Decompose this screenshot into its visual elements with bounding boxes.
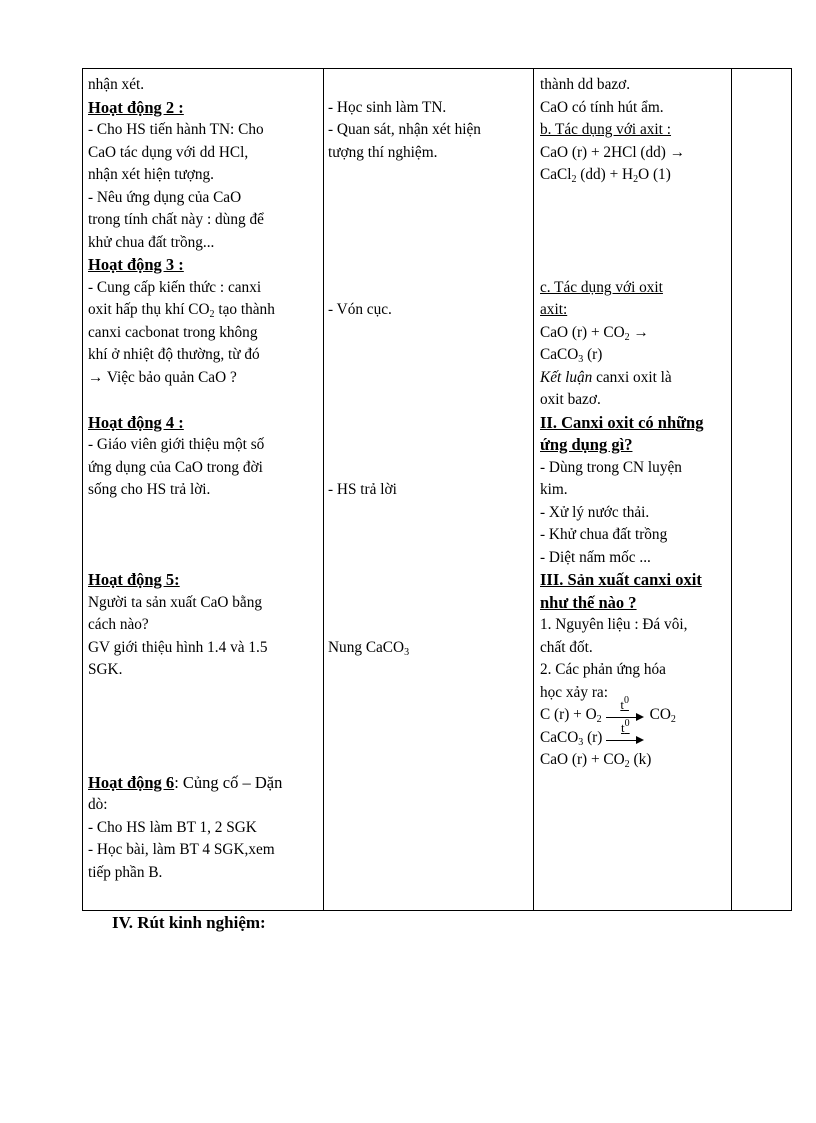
- text-fragment: CaCl: [540, 166, 572, 183]
- section-heading: c. Tác dụng với oxit: [540, 278, 663, 296]
- subscript: 2: [209, 309, 215, 320]
- text-line: tượng thí nghiệm.: [328, 143, 438, 161]
- text-line: - Diệt nấm mốc ...: [540, 548, 651, 566]
- text-line: - Học bài, làm BT 4 SGK,xem: [88, 841, 275, 858]
- activity-4-heading: Hoạt động 4 :: [88, 412, 184, 432]
- text-line: canxi cacbonat trong không: [88, 323, 258, 341]
- activity-3-heading: Hoạt động 3 :: [88, 255, 184, 274]
- text-line: - Khử chua đất trồng: [540, 526, 668, 543]
- lesson-content-column: [540, 74, 735, 772]
- subscript: 2: [624, 331, 630, 343]
- text-fragment: O (1): [638, 166, 671, 183]
- text-line: 1. Nguyên liệu : Đá vôi,: [540, 616, 688, 633]
- text-line: cách nào?: [88, 616, 149, 633]
- text-fragment: Nung CaCO: [328, 638, 405, 656]
- text-line: học xảy ra:: [540, 683, 608, 701]
- text-fragment: (dd) + H: [576, 166, 634, 183]
- text-fragment: →: [629, 323, 649, 341]
- text-line: - Nêu ứng dụng của CaO: [88, 188, 242, 206]
- arrow-label: t: [620, 697, 624, 712]
- text-line: 2. Các phản ứng hóa: [540, 661, 666, 678]
- text-fragment: (r): [583, 346, 603, 363]
- text-line: tiếp phần B.: [88, 863, 163, 881]
- text-fragment: CaO (r) + CO: [540, 323, 625, 341]
- text-fragment: CO: [649, 706, 671, 723]
- text-fragment: C (r) + O: [540, 706, 597, 723]
- text-line: GV giới thiệu hình 1.4 và 1.5: [88, 638, 268, 656]
- text-line: - Cho HS tiến hành TN: Cho: [88, 121, 264, 138]
- equation-line: [540, 164, 735, 187]
- text-line: [88, 299, 320, 322]
- activity-2-heading: Hoạt động 2 :: [88, 97, 184, 117]
- activity-5-heading: Hoạt động 5:: [88, 570, 180, 589]
- text-line: [328, 637, 528, 660]
- subscript: 3: [578, 354, 584, 365]
- subscript: 2: [624, 759, 630, 770]
- text-line: thành dd bazơ.: [540, 76, 631, 93]
- arrow-label: t: [621, 719, 625, 735]
- subscript: 3: [578, 736, 584, 748]
- text-line: - Giáo viên giới thiệu một số: [88, 436, 265, 453]
- text-line: dò:: [88, 796, 108, 813]
- subscript: 2: [596, 714, 602, 725]
- section-ii-heading: ứng dụng gì?: [540, 435, 633, 454]
- conclusion-line: [540, 367, 735, 390]
- lesson-table: [82, 68, 792, 911]
- section-heading: b. Tác dụng với axit :: [540, 121, 672, 138]
- equation-line: [540, 717, 735, 750]
- text-line: nhận xét.: [88, 76, 145, 93]
- text-line: - Dùng trong CN luyện: [540, 458, 682, 476]
- text-line: CaO tác dụng với dd HCl,: [88, 143, 249, 161]
- text-fragment: CaO (r) + CO: [540, 751, 625, 768]
- superscript: 0: [623, 695, 629, 706]
- subscript: 2: [633, 174, 639, 185]
- text-line: CaO có tính hút ẩm.: [540, 98, 664, 116]
- superscript: 0: [624, 717, 630, 729]
- subscript: 3: [404, 646, 410, 658]
- text-fragment: (k): [629, 751, 652, 768]
- text-fragment: (r): [583, 728, 603, 746]
- text-line: → Việc bảo quản CaO ?: [88, 368, 237, 386]
- text-fragment: CaCO: [540, 728, 579, 746]
- section-iii-heading: III. Sản xuất canxi oxit: [540, 570, 702, 589]
- equation-line: [540, 749, 735, 772]
- text-line: - Học sinh làm TN.: [328, 98, 447, 116]
- text-fragment: canxi oxit là: [592, 368, 672, 386]
- activity-6-heading: [88, 772, 320, 795]
- text-line: Người ta sản xuất CaO bằng: [88, 593, 262, 611]
- text-fragment: tạo thành: [214, 301, 275, 318]
- activity-6-subtitle: : Củng cố – Dặn: [174, 772, 283, 792]
- equation-line: CaO (r) + 2HCl (dd) →: [540, 143, 685, 161]
- text-line: SGK.: [88, 661, 123, 678]
- text-line: - Xử lý nước thải.: [540, 503, 650, 521]
- conclusion-label: Kết luận: [540, 368, 593, 386]
- text-line: sống cho HS trả lời.: [88, 481, 211, 498]
- text-line: - HS trả lời: [328, 481, 397, 498]
- column-divider: [323, 69, 324, 910]
- text-line: ứng dụng của CaO trong đời: [88, 458, 263, 476]
- teacher-activities-column: [88, 74, 320, 884]
- equation-line: [540, 322, 735, 345]
- subscript: 2: [571, 174, 577, 185]
- equation-line: [540, 344, 735, 367]
- subscript: 2: [670, 714, 676, 725]
- text-line: trong tính chất này : dùng để: [88, 211, 264, 228]
- reaction-arrow-icon: [606, 717, 644, 744]
- section-iii-heading: như thế nào ?: [540, 592, 637, 612]
- section-iv-heading: IV. Rút kinh nghiệm:: [112, 913, 266, 932]
- text-line: - Quan sát, nhận xét hiện: [328, 121, 481, 138]
- text-line: khử chua đất trồng...: [88, 233, 215, 251]
- text-line: khí ở nhiệt độ thường, từ đó: [88, 346, 260, 363]
- column-divider: [533, 69, 534, 910]
- text-line: - Vón cục.: [328, 301, 392, 318]
- text-line: - Cho HS làm BT 1, 2 SGK: [88, 818, 257, 836]
- section-ii-heading: II. Canxi oxit có những: [540, 412, 704, 432]
- text-fragment: oxit hấp thụ khí CO: [88, 301, 210, 318]
- text-line: oxit bazơ.: [540, 391, 601, 408]
- section-heading: axit:: [540, 301, 568, 318]
- text-line: chất đốt.: [540, 638, 593, 656]
- text-line: nhận xét hiện tượng.: [88, 166, 214, 183]
- text-line: kim.: [540, 481, 568, 498]
- student-activities-column: [328, 74, 528, 659]
- text-fragment: CaCO: [540, 346, 579, 363]
- activity-6-title: Hoạt động 6: [88, 772, 175, 792]
- text-line: - Cung cấp kiến thức : canxi: [88, 278, 262, 296]
